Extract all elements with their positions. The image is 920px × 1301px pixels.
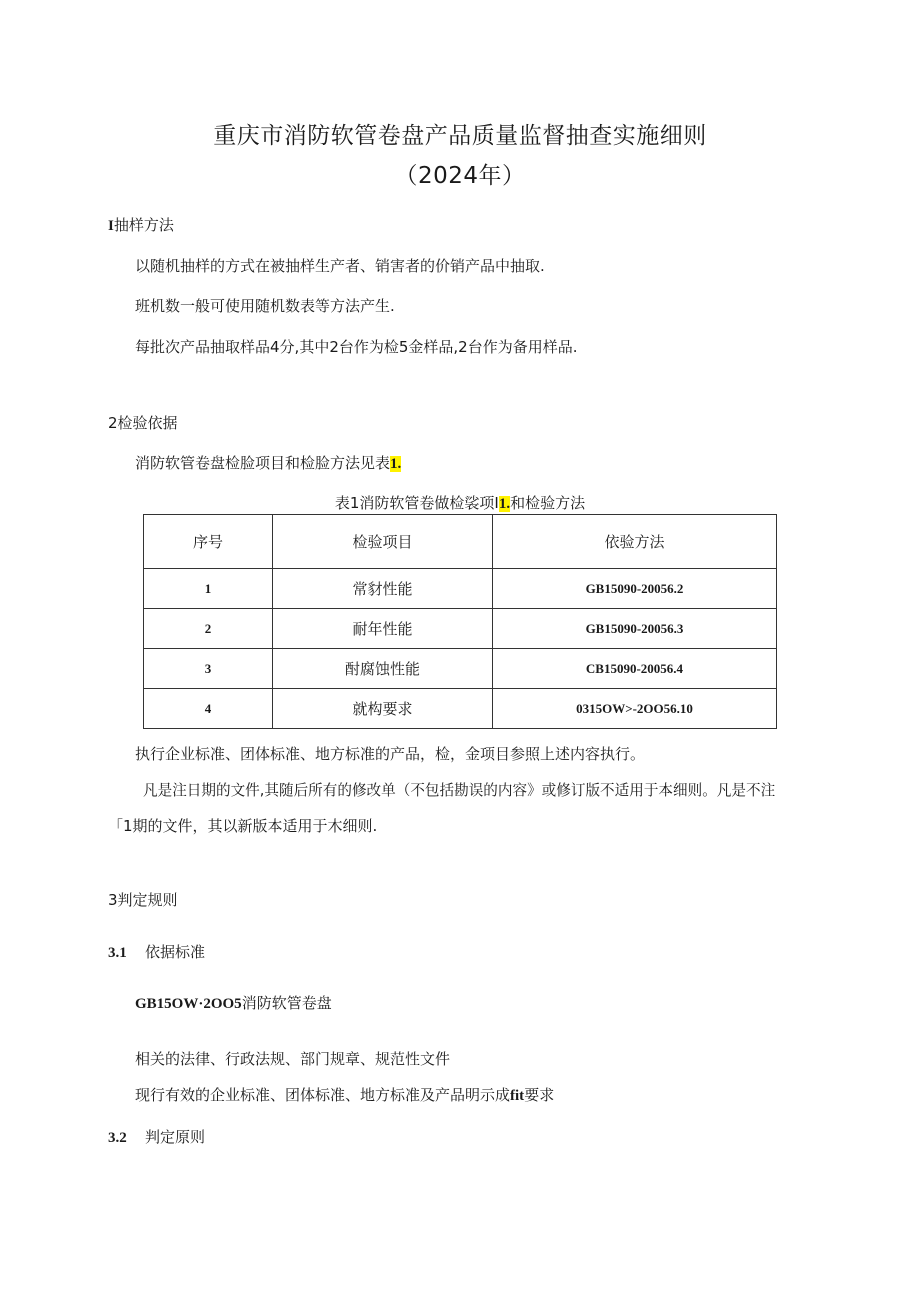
table-row	[144, 569, 777, 609]
enterprise-standard-note: 执行企业标准、团体标准、地方标准的产品，检，金项目参照上述内容执行。	[135, 745, 646, 763]
section-1-number: I	[108, 218, 114, 234]
table-row	[144, 609, 777, 649]
subsection-3-2-title: 判定原则	[145, 1128, 206, 1146]
table-reference-text: 消防软管卷盘检脸项目和检脸方法见表	[135, 454, 391, 472]
inspection-table	[143, 514, 777, 729]
row-method: GB15090-20056.2	[493, 569, 777, 609]
laws-regulations-line: 相关的法律、行政法规、部门规章、规范性文件	[135, 1050, 451, 1068]
header-item: 检验项目	[273, 515, 493, 569]
row-no: 3	[144, 649, 273, 689]
row-item: 耐年性能	[273, 609, 493, 649]
row-method: GB15090-20056.3	[493, 609, 777, 649]
section-2-heading: 2检验依据	[108, 414, 178, 432]
subsection-3-2	[108, 1126, 205, 1147]
standard-name: 消防软管卷盘	[241, 994, 332, 1012]
subsection-3-1-number: 3.1	[108, 945, 127, 961]
table-caption-highlight: 1.	[498, 496, 511, 512]
row-method: 0315OW>-2OO56.10	[493, 689, 777, 729]
table-header-row	[144, 515, 777, 569]
sampling-paragraph-1: 以随机抽样的方式在被抽样生产者、销害者的价销产品中抽取.	[135, 257, 545, 275]
current-standards-suffix: 要求	[524, 1086, 555, 1104]
table-reference-highlight: 1.	[390, 456, 402, 472]
table-caption-pre: 表1消防软管卷做检裟项I	[334, 494, 499, 512]
sampling-paragraph-2: 班机数一般可使用随机数表等方法产生.	[135, 297, 395, 315]
row-no: 1	[144, 569, 273, 609]
dated-reference-note-line-2: 「1期的文件，其以新版本适用于木细则.	[108, 817, 378, 835]
section-1-title: 抽样方法	[113, 216, 174, 234]
section-3-heading: 3判定规则	[108, 891, 178, 909]
table-row	[144, 689, 777, 729]
section-1-heading	[108, 214, 174, 235]
document-title: 重庆市消防软管卷盘产品质量监督抽查实施细则	[213, 123, 707, 149]
subsection-3-1	[108, 941, 205, 962]
table-reference-line	[135, 452, 401, 473]
row-method: CB15090-20056.4	[493, 649, 777, 689]
table-row	[144, 649, 777, 689]
row-no: 2	[144, 609, 273, 649]
row-item: 酎腐蚀性能	[273, 649, 493, 689]
sampling-paragraph-3: 每批次产品抽取样品4分,其中2台作为检5金样品,2台作为备用样品.	[135, 338, 578, 356]
document-year: （2024年）	[394, 163, 526, 189]
table-caption-post: 和检验方法	[510, 494, 586, 512]
table-caption	[0, 492, 920, 513]
row-item: 就构要求	[273, 689, 493, 729]
standard-code: GB15OW·2OO5	[135, 996, 242, 1012]
current-standards-fit: fit	[510, 1088, 525, 1104]
header-method: 依验方法	[493, 515, 777, 569]
standard-reference	[135, 992, 332, 1013]
subsection-3-2-number: 3.2	[108, 1130, 127, 1146]
current-standards-text: 现行有效的企业标准、团体标准、地方标准及产品明示成	[135, 1086, 511, 1104]
row-no: 4	[144, 689, 273, 729]
dated-reference-note-line-1: 凡是注日期的文件,其随后所有的修改单（不包括勘误的内容》或修订版不适用于本细则。凡是不注	[143, 782, 776, 799]
row-item: 常豺性能	[273, 569, 493, 609]
subsection-3-1-title: 依据标准	[145, 943, 206, 961]
header-no: 序号	[144, 515, 273, 569]
current-standards-line	[135, 1084, 554, 1105]
